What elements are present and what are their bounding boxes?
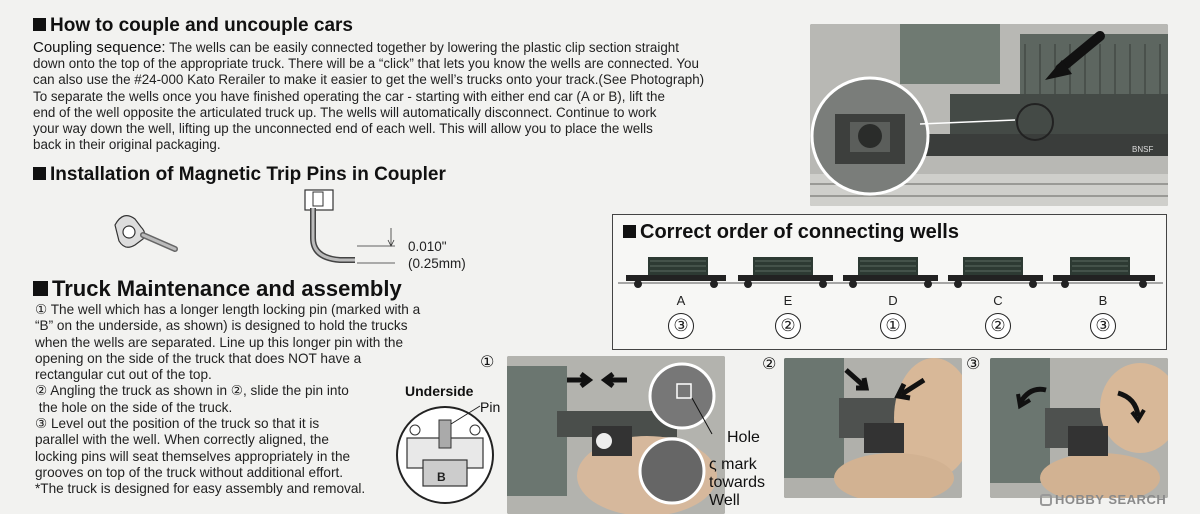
square-bullet-icon [33, 18, 46, 31]
truck-line: rectangular cut out of the top. [35, 367, 212, 383]
watermark-logo-icon [1040, 494, 1052, 506]
underside-diagram [395, 400, 505, 508]
truck-line: opening on the side of the truck that does NOT have a [35, 350, 362, 366]
step3-number: ③ [966, 356, 981, 373]
step3-photo [990, 358, 1168, 498]
step1-illustration [507, 356, 725, 514]
bnsf-lettering: BNSF [1132, 145, 1154, 154]
truck-line: when the wells are separated. Line up this longer pin with the [35, 334, 404, 350]
section-heading-truck: Truck Maintenance and assembly [33, 276, 402, 302]
well-order-number: ② [985, 313, 1011, 339]
section-heading-coupling: How to couple and uncouple cars [33, 15, 353, 37]
coupling-line: back in their original packaging. [33, 137, 221, 153]
dimension-inches: 0.010" [408, 239, 447, 254]
well-order-number: ② [775, 313, 801, 339]
coupling-line: can also use the #24-000 Kato Rerailer to make it easier to get the well’s trucks onto your track.(See Photograph) [33, 72, 705, 88]
truck-line: ② Angling the truck as shown in ②, slide the pin into [35, 383, 349, 399]
trip-pin-bend-diagram [295, 188, 410, 268]
coupling-paragraph: Coupling sequence: The wells can be easily connected together by lowering the plastic clip section straight down onto the top of the appropriate truck. There will be a “click” that lets you know the wells are connected. You can also use the #24-000 Kato Rerailer to make it easier to get the well’s trucks onto your track.(See Photograph) To separate the wells once you have finished operating the car - starting with either end car (A or B), lift the end of the well opposite the articulated truck up. The wells will automatically disconnect. Continue to work your way down the well, lifting up the unconnected end of each well. This will allow you to place the wells back in their original packaging. [33, 40, 803, 153]
truck-line: locking pins will seat themselves appropriately in the [35, 448, 351, 464]
wells-diagram [618, 253, 1163, 293]
section-heading-trip-pins: Installation of Magnetic Trip Pins in Coupler [33, 164, 446, 186]
truck-line: ① The well which has a longer length locking pin (marked with a [35, 302, 421, 317]
well-letter: E [783, 293, 793, 308]
connecting-order-box [612, 214, 1167, 350]
coupling-line: down onto the top of the appropriate truck. There will be a “click” that lets you know the wells are connected. You [33, 56, 699, 72]
square-bullet-icon [33, 167, 46, 180]
square-bullet-icon [623, 225, 636, 238]
coupling-line: end of the well opposite the articulated truck up. The wells will automatically disconnect. Continue to work [33, 104, 657, 120]
truck-line: *The truck is designed for easy assembly and removal. [35, 481, 366, 497]
truck-line: “B” on the underside, as shown) is designed to hold the trucks [35, 318, 408, 334]
well-order-number: ③ [1090, 313, 1116, 339]
mark-symbol: ς [709, 456, 717, 473]
step2-photo [784, 358, 962, 498]
underside-label: Underside [405, 383, 474, 399]
section-heading-order: Correct order of connecting wells [623, 221, 959, 244]
dimension-mm: (0.25mm) [408, 256, 466, 271]
well-letter: D [888, 293, 898, 308]
step1-photo [507, 356, 725, 514]
well-letter: C [993, 293, 1003, 308]
truck-line: ③ Level out the position of the truck so that it is [35, 416, 320, 432]
coupling-photo-illustration [810, 24, 1168, 206]
coupling-line: To separate the wells once you have finished operating the car - starting with either end car (A or B), lift the [33, 88, 665, 104]
pin-label: Pin [480, 399, 501, 415]
step1-number: ① [480, 354, 495, 371]
well-order-number: ① [880, 313, 906, 339]
watermark: HOBBY SEARCH [1040, 492, 1166, 507]
hole-label: Hole [727, 429, 760, 446]
coupling-line: your way down the well, lifting up the unconnected end of each well. This will allow you to place the wells [33, 121, 653, 137]
truck-line: parallel with the well. When correctly aligned, the [35, 432, 329, 448]
coupling-sequence-lead: Coupling sequence: [33, 39, 166, 56]
step2-number: ② [762, 356, 777, 373]
pin-dimension [408, 238, 466, 272]
well-letter: B [1098, 293, 1108, 308]
step2-illustration [784, 358, 962, 498]
square-bullet-icon [33, 281, 48, 296]
well-order-number: ③ [668, 313, 694, 339]
well-letter: A [676, 293, 686, 308]
mark-towards-well-label: ς mark towards Well [709, 456, 766, 509]
truck-line: the hole on the side of the truck. [35, 399, 233, 415]
step3-illustration [990, 358, 1168, 498]
coupling-photo [810, 24, 1168, 206]
coupler-pin-drawing [105, 205, 185, 265]
b-mark-label: B [437, 470, 446, 484]
truck-line: grooves on top of the truck without additional effort. [35, 464, 344, 480]
